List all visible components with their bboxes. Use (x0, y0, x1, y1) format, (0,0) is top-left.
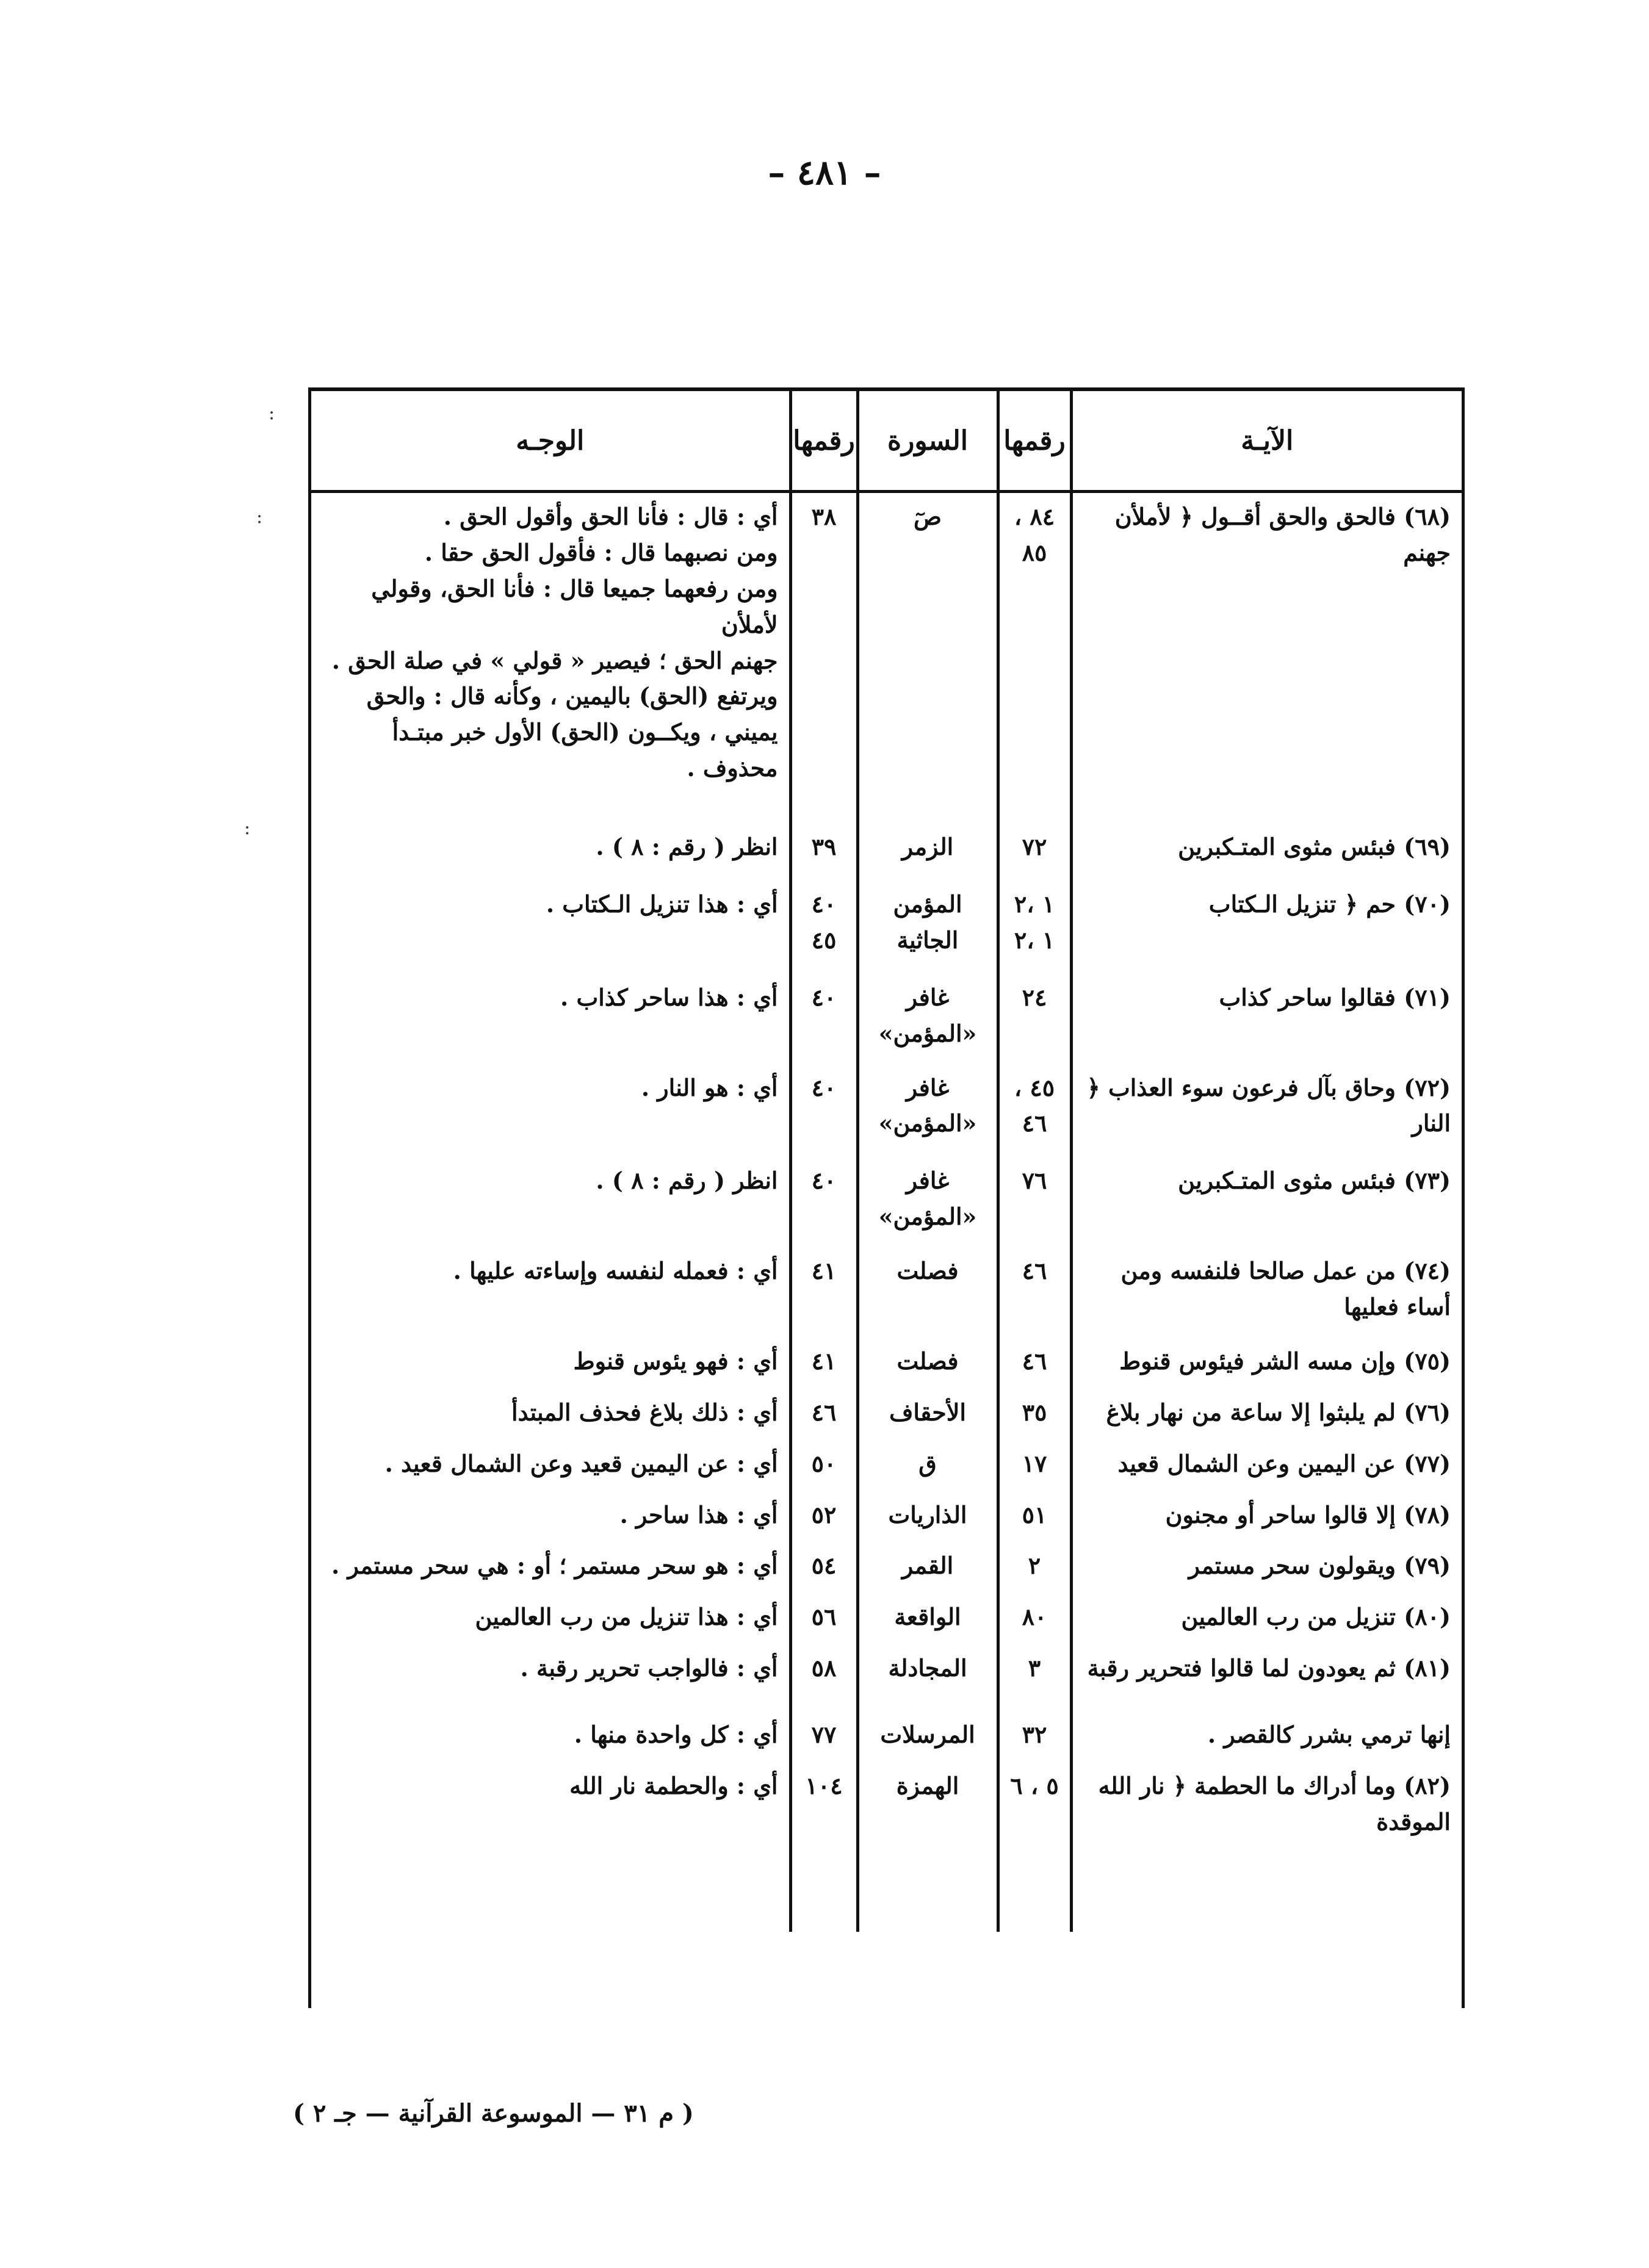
cell-sura: غافر «المؤمن» (857, 965, 998, 1058)
cell-aya (1071, 1488, 1462, 1539)
wajh-line: أي : عن اليمين قعيد وعن الشمال قعيد . (384, 1449, 778, 1477)
aya-number: ٣٢ (1022, 1721, 1047, 1749)
margin-mark: : (256, 506, 263, 528)
aya-text: (٧٩) ويقولون سحر مستمر (1188, 1552, 1451, 1580)
table-row (311, 1641, 1462, 1693)
cell-sura-number: ١٠٤ (790, 1759, 857, 1846)
aya-number: ٤٦ (1022, 1347, 1047, 1375)
aya-text: (٦٩) فبئس مثوى المتـكبرين (1178, 833, 1451, 861)
filler-cell (790, 1846, 857, 1932)
cell-sura-number: ٣٩ (790, 793, 857, 871)
wajh-line: أي : قال : فأنا الحق وأقول الحق . (443, 503, 778, 530)
table-row (311, 1759, 1462, 1846)
wajh-line: أي : فالواجب تحرير رقبة . (520, 1654, 778, 1682)
cell-sura: المجادلة (857, 1641, 998, 1693)
header-sura-number: رقمها (790, 391, 857, 492)
cell-aya (1071, 1437, 1462, 1488)
aya-text: (٧٤) من عمل صالحا فلنفسه ومن أساء فعليها (1120, 1257, 1451, 1321)
aya-text: (٧٠) حم ﴿ تنزيل الـكتاب (1208, 890, 1451, 918)
cell-wajh (311, 793, 790, 871)
cell-wajh (311, 1148, 790, 1241)
cell-aya-number (998, 1488, 1071, 1539)
cell-sura: القمر (857, 1539, 998, 1590)
aya-number: ٥١ (1022, 1500, 1047, 1528)
aya-text: (٧٧) عن اليمين وعن الشمال قعيد (1117, 1449, 1451, 1477)
cell-wajh (311, 492, 790, 793)
table-row (311, 1241, 1462, 1331)
wajh-line: محذوف . (687, 754, 778, 782)
table-row (311, 1488, 1462, 1539)
aya-text: (٧١) فقالوا ساحر كذاب (1219, 983, 1451, 1011)
table-row (311, 871, 1462, 965)
margin-mark: : (269, 403, 275, 424)
cell-sura-number: ٥٤ (790, 1539, 857, 1590)
table-row (311, 1386, 1462, 1437)
cell-aya-number (998, 871, 1071, 965)
aya-number: ٤٥ ، (1014, 1073, 1055, 1101)
aya-number: ٣٥ (1022, 1398, 1047, 1426)
cell-sura: فصلت (857, 1331, 998, 1386)
cell-wajh (311, 1539, 790, 1590)
verse-table (311, 391, 1462, 1932)
cell-aya-number (998, 965, 1071, 1058)
filler-cell (1071, 1846, 1462, 1932)
cell-sura: المؤمن الجاثية (857, 871, 998, 965)
table-row (311, 793, 1462, 871)
aya-text: (٦٨) فالحق والحق أقــول ﴿ لأملأن جهنم (1114, 503, 1451, 566)
aya-text: (٨٢) وما أدراك ما الحطمة ﴿ نار الله الموقدة (1098, 1772, 1451, 1835)
cell-sura-number: ٤٠ ٤٥ (790, 871, 857, 965)
cell-sura-number: ٤٠ (790, 1058, 857, 1148)
wajh-line: أي : فهو يئوس قنوط (573, 1347, 778, 1375)
page-number: – ٤٨١ – (768, 153, 881, 193)
cell-sura-number: ٥٢ (790, 1488, 857, 1539)
cell-aya-number (998, 1641, 1071, 1693)
cell-wajh (311, 1241, 790, 1331)
cell-wajh (311, 871, 790, 965)
cell-wajh (311, 1693, 790, 1759)
cell-sura-number: ٤٦ (790, 1386, 857, 1437)
aya-text: (٧٨) إلا قالوا ساحر أو مجنون (1165, 1500, 1451, 1528)
cell-aya (1071, 871, 1462, 965)
aya-text: (٧٢) وحاق بآل فرعون سوء العذاب ﴿ النار (1086, 1073, 1451, 1137)
wajh-line: أي : هذا تنزيل من رب العالمين (475, 1603, 778, 1631)
header-aya-number: رقمها (998, 391, 1071, 492)
cell-aya (1071, 1331, 1462, 1386)
aya-number: ٤٦ (1022, 1257, 1047, 1285)
cell-aya (1071, 1539, 1462, 1590)
cell-wajh (311, 1488, 790, 1539)
aya-number: ١ ،٢ (1014, 926, 1055, 954)
cell-sura: الذاريات (857, 1488, 998, 1539)
table-row (311, 1539, 1462, 1590)
wajh-line: أي : هو النار . (641, 1073, 778, 1101)
aya-number: ٢٤ (1022, 983, 1047, 1011)
cell-sura: ق (857, 1437, 998, 1488)
header-row (311, 391, 1462, 492)
cell-sura: المرسلات (857, 1693, 998, 1759)
cell-aya (1071, 1693, 1462, 1759)
cell-sura-number: ٣٨ (790, 492, 857, 793)
cell-aya-number (998, 1058, 1071, 1148)
wajh-line: جهنم الحق ؛ فيصير « قولي » في صلة الحق . (331, 646, 778, 674)
aya-number: ٢ (1028, 1552, 1041, 1580)
cell-sura-number: ٤١ (790, 1331, 857, 1386)
cell-wajh (311, 965, 790, 1058)
table-row (311, 1331, 1462, 1386)
cell-aya-number (998, 1386, 1071, 1437)
cell-aya (1071, 492, 1462, 793)
cell-aya-number (998, 1331, 1071, 1386)
cell-wajh (311, 1759, 790, 1846)
cell-sura: الزمر (857, 793, 998, 871)
margin-mark: : (244, 818, 251, 839)
cell-aya-number (998, 1759, 1071, 1846)
header-sura: السورة (857, 391, 998, 492)
aya-number: ٧٦ (1022, 1167, 1047, 1195)
aya-number: ١ ،٢ (1014, 890, 1055, 918)
table-row (311, 1437, 1462, 1488)
filler-cell (998, 1846, 1071, 1932)
wajh-line: ومن رفعهما جميعا قال : فأنا الحق، وقولي لأملأن (371, 574, 778, 638)
cell-aya-number (998, 1437, 1071, 1488)
cell-aya (1071, 1148, 1462, 1241)
cell-sura-number: ٤٠ (790, 965, 857, 1058)
table-body (311, 492, 1462, 1932)
aya-number: ٨٤ ، (1014, 503, 1055, 530)
wajh-line: أي : كل واحدة منها . (574, 1721, 778, 1749)
cell-sura-number: ٥٦ (790, 1590, 857, 1641)
aya-number: ٨٥ (1022, 538, 1047, 566)
wajh-line: أي : هذا ساحر كذاب . (560, 983, 778, 1011)
header-wajh: الوجـه (311, 391, 790, 492)
wajh-line: انظر ( رقم : ٨ ) . (596, 833, 778, 861)
cell-aya (1071, 1058, 1462, 1148)
aya-text: (٨١) ثم يعودون لما قالوا فتحرير رقبة (1087, 1654, 1451, 1682)
wajh-line: أي : هو سحر مستمر ؛ أو : هي سحر مستمر . (331, 1552, 778, 1580)
aya-number: ٥ ، ٦ (1010, 1772, 1059, 1800)
aya-text: (٧٥) وإن مسه الشر فيئوس قنوط (1119, 1347, 1451, 1375)
cell-sura: الأحقاف (857, 1386, 998, 1437)
aya-text: إنها ترمي بشرر كالقصر . (1207, 1721, 1451, 1749)
cell-aya (1071, 1241, 1462, 1331)
verse-table-frame (308, 387, 1465, 2008)
wajh-line: أي : والحطمة نار الله (569, 1772, 778, 1800)
cell-aya-number (998, 492, 1071, 793)
table-row (311, 1590, 1462, 1641)
cell-aya-number (998, 793, 1071, 871)
aya-text: (٨٠) تنزيل من رب العالمين (1181, 1603, 1451, 1631)
cell-aya-number (998, 1148, 1071, 1241)
aya-text: (٧٣) فبئس مثوى المتـكبرين (1178, 1167, 1451, 1195)
cell-wajh (311, 1386, 790, 1437)
cell-aya-number (998, 1590, 1071, 1641)
cell-aya (1071, 1641, 1462, 1693)
cell-sura: الواقعة (857, 1590, 998, 1641)
cell-aya-number (998, 1241, 1071, 1331)
cell-sura-number: ٤١ (790, 1241, 857, 1331)
cell-aya (1071, 965, 1462, 1058)
table-row (311, 1058, 1462, 1148)
wajh-line: أي : ذلك بلاغ فحذف المبتدأ (511, 1398, 778, 1426)
table-row (311, 1693, 1462, 1759)
cell-sura: صٓ (857, 492, 998, 793)
cell-sura-number: ٤٠ (790, 1148, 857, 1241)
cell-sura-number: ٥٨ (790, 1641, 857, 1693)
cell-wajh (311, 1641, 790, 1693)
wajh-line: أي : هذا تنزيل الـكتاب . (546, 890, 778, 918)
page-footer: ( م ٣١ — الموسوعة القرآنية — جـ ٢ ) (293, 2099, 694, 2128)
cell-wajh (311, 1590, 790, 1641)
table-row (311, 1148, 1462, 1241)
aya-number: ٧٢ (1022, 833, 1047, 861)
aya-number: ٨٠ (1022, 1603, 1047, 1631)
aya-number: ١٧ (1022, 1449, 1047, 1477)
cell-aya (1071, 1759, 1462, 1846)
cell-sura: فصلت (857, 1241, 998, 1331)
aya-number: ٤٦ (1022, 1109, 1047, 1137)
cell-wajh (311, 1437, 790, 1488)
cell-aya-number (998, 1539, 1071, 1590)
cell-aya-number (998, 1693, 1071, 1759)
cell-wajh (311, 1058, 790, 1148)
table-row (311, 492, 1462, 793)
cell-aya (1071, 1386, 1462, 1437)
cell-sura: الهمزة (857, 1759, 998, 1846)
wajh-line: أي : هذا ساحر . (619, 1500, 778, 1528)
wajh-line: انظر ( رقم : ٨ ) . (596, 1167, 778, 1195)
cell-sura: غافر «المؤمن» (857, 1058, 998, 1148)
wajh-line: يميني ، ويكــون (الحق) الأول خبر مبتـدأ (392, 718, 778, 746)
header-aya: الآيـة (1071, 391, 1462, 492)
cell-sura-number: ٧٧ (790, 1693, 857, 1759)
cell-wajh (311, 1331, 790, 1386)
aya-text: (٧٦) لم يلبثوا إلا ساعة من نهار بلاغ (1106, 1398, 1451, 1426)
cell-aya (1071, 1590, 1462, 1641)
wajh-line: ويرتفع (الحق) باليمين ، وكأنه قال : والحق (366, 682, 778, 710)
aya-number: ٣ (1028, 1654, 1041, 1682)
wajh-line: أي : فعمله لنفسه وإساءته عليها . (453, 1257, 778, 1285)
filler-row (311, 1846, 1462, 1932)
wajh-line: ومن نصبهما قال : فأقول الحق حقا . (424, 538, 778, 566)
filler-cell (311, 1846, 790, 1932)
cell-aya (1071, 793, 1462, 871)
cell-sura: غافر «المؤمن» (857, 1148, 998, 1241)
table-row (311, 965, 1462, 1058)
filler-cell (857, 1846, 998, 1932)
cell-sura-number: ٥٠ (790, 1437, 857, 1488)
